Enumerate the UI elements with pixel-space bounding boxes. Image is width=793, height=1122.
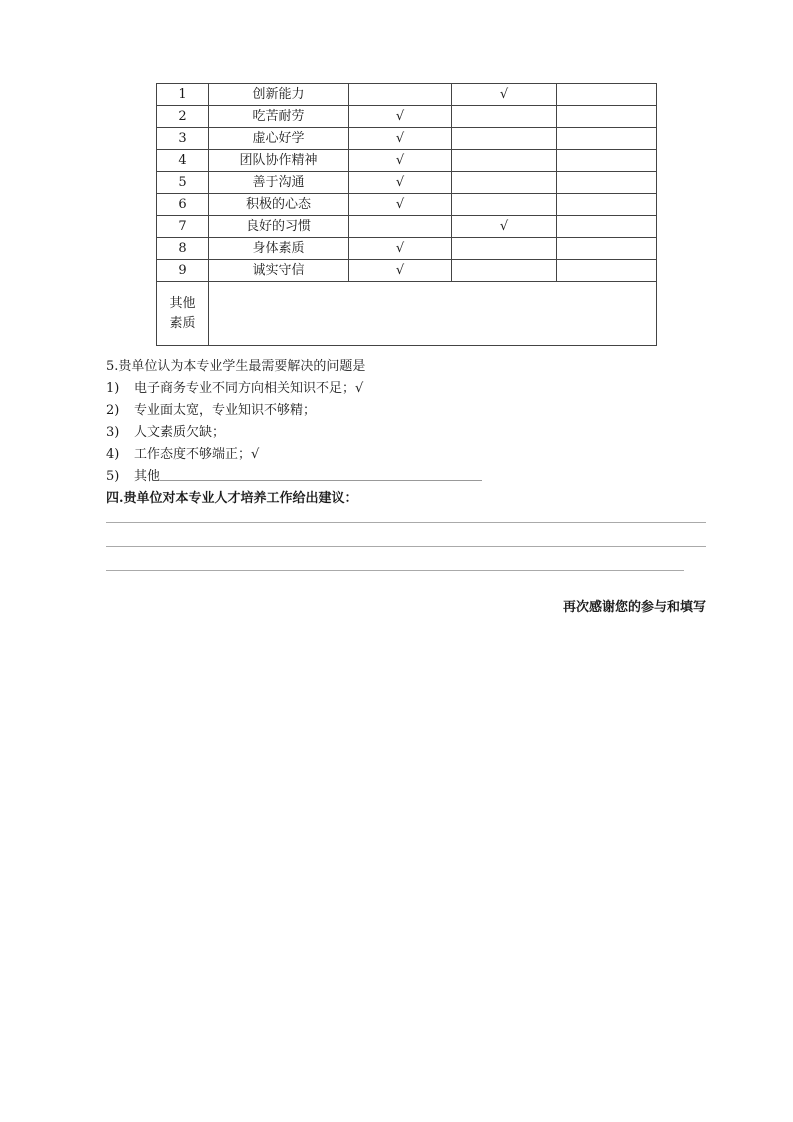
table-row xyxy=(157,238,657,260)
other-qualities-field[interactable] xyxy=(209,282,657,346)
question-title: 5.贵单位认为本专业学生最需要解决的问题是 xyxy=(106,359,366,374)
rating-cell xyxy=(557,172,657,194)
row-number: 2 xyxy=(157,106,209,128)
rating-cell: √ xyxy=(349,260,452,282)
rating-cell xyxy=(452,172,557,194)
option-number: 5) xyxy=(106,469,120,484)
option-number: 3) xyxy=(106,425,120,440)
rating-cell xyxy=(557,128,657,150)
table-row xyxy=(157,84,657,106)
quality-name: 创新能力 xyxy=(209,84,349,106)
other-answer-blank[interactable] xyxy=(160,466,482,481)
rating-cell xyxy=(452,128,557,150)
table-row xyxy=(157,172,657,194)
rating-cell xyxy=(557,150,657,172)
rating-cell xyxy=(349,216,452,238)
quality-name: 吃苦耐劳 xyxy=(209,106,349,128)
other-qualities-row xyxy=(157,282,657,346)
rating-cell xyxy=(557,194,657,216)
option-text: 专业面太宽，专业知识不够精； xyxy=(134,403,317,418)
other-label-line: 素质 xyxy=(169,315,196,331)
table-row xyxy=(157,216,657,238)
quality-name: 良好的习惯 xyxy=(209,216,349,238)
suggestion-line[interactable] xyxy=(106,570,684,571)
option-number: 1) xyxy=(106,381,120,396)
rating-cell xyxy=(557,260,657,282)
row-number: 3 xyxy=(157,128,209,150)
closing-thanks: 再次感谢您的参与和填写 xyxy=(562,600,706,615)
rating-cell: √ xyxy=(349,128,452,150)
rating-cell xyxy=(452,194,557,216)
question-5 xyxy=(106,356,482,488)
option-number: 2) xyxy=(106,403,120,418)
quality-name: 积极的心态 xyxy=(209,194,349,216)
rating-cell: √ xyxy=(349,238,452,260)
quality-name: 诚实守信 xyxy=(209,260,349,282)
row-number: 7 xyxy=(157,216,209,238)
rating-cell: √ xyxy=(349,172,452,194)
rating-cell xyxy=(557,84,657,106)
rating-cell xyxy=(452,150,557,172)
suggestion-line[interactable] xyxy=(106,522,706,523)
suggestion-line[interactable] xyxy=(106,546,706,547)
question-option xyxy=(106,400,482,422)
row-number: 1 xyxy=(157,84,209,106)
option-text: 电子商务专业不同方向相关知识不足；√ xyxy=(134,381,364,396)
quality-name: 身体素质 xyxy=(209,238,349,260)
table-row xyxy=(157,150,657,172)
rating-cell: √ xyxy=(452,216,557,238)
rating-cell xyxy=(557,238,657,260)
rating-cell: √ xyxy=(452,84,557,106)
quality-name: 虚心好学 xyxy=(209,128,349,150)
table-row xyxy=(157,106,657,128)
rating-cell xyxy=(452,238,557,260)
row-number: 9 xyxy=(157,260,209,282)
table-row xyxy=(157,128,657,150)
option-text: 人文素质欠缺； xyxy=(134,425,226,440)
question-option xyxy=(106,444,482,466)
rating-cell xyxy=(349,84,452,106)
row-number: 5 xyxy=(157,172,209,194)
rating-cell: √ xyxy=(349,106,452,128)
other-label-line: 其他 xyxy=(169,295,196,311)
section-4-title: 四.贵单位对本专业人才培养工作给出建议： xyxy=(106,491,358,506)
question-option xyxy=(106,466,482,488)
table-row xyxy=(157,260,657,282)
rating-cell: √ xyxy=(349,194,452,216)
row-number: 8 xyxy=(157,238,209,260)
table-row xyxy=(157,194,657,216)
quality-name: 团队协作精神 xyxy=(209,150,349,172)
question-option xyxy=(106,422,482,444)
option-text: 其他 xyxy=(134,469,161,484)
rating-cell xyxy=(452,106,557,128)
rating-cell xyxy=(557,216,657,238)
rating-cell: √ xyxy=(349,150,452,172)
rating-cell xyxy=(557,106,657,128)
rating-cell xyxy=(452,260,557,282)
row-number: 6 xyxy=(157,194,209,216)
option-text: 工作态度不够端正；√ xyxy=(134,447,260,462)
question-option xyxy=(106,378,482,400)
quality-name: 善于沟通 xyxy=(209,172,349,194)
other-qualities-label xyxy=(157,282,209,346)
row-number: 4 xyxy=(157,150,209,172)
option-number: 4) xyxy=(106,447,120,462)
quality-rating-table xyxy=(156,83,657,346)
